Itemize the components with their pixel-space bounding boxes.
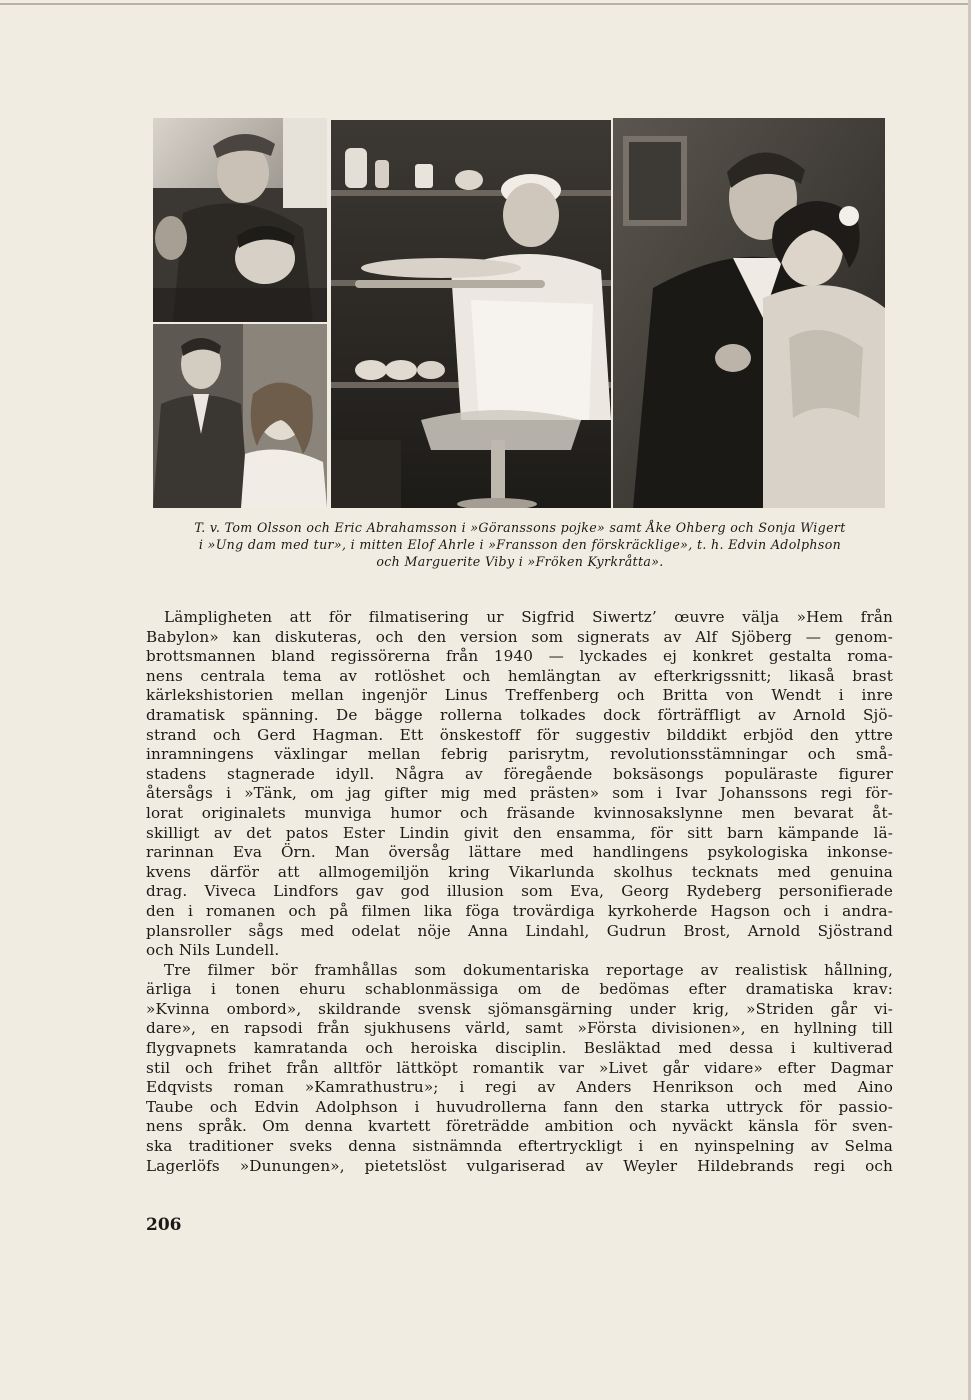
text-line: dare», en rapsodi från sjukhusens värld, samt »Första divisionen», en hyllning till bbox=[146, 1019, 893, 1038]
paragraph-1 bbox=[146, 608, 893, 961]
page-number: 206 bbox=[146, 1215, 182, 1235]
text-line: nens centrala tema av rotlöshet och hemlängtan av efterkrigssnitt; likaså brast bbox=[146, 666, 893, 685]
text-line: kärlekshistorien mellan ingenjör Linus Treffenberg och Britta von Wendt i inre bbox=[146, 686, 893, 705]
photo-goranssons-pojke-image bbox=[153, 118, 327, 322]
text-line: Edqvists roman »Kamrathustru»; i regi av Anders Henrikson och med Aino bbox=[146, 1078, 893, 1097]
text-line: inramningens växlingar mellan febrig parisrytm, revolutionsstämningar och små- bbox=[146, 745, 893, 764]
photo-fransson-image bbox=[331, 120, 611, 508]
text-line: kvens därför att allmogemiljön kring Vikarlunda skolhus tecknats med genuina bbox=[146, 862, 893, 881]
text-line: stil och frihet från alltför lättköpt romantik var »Livet går vidare» efter Dagmar bbox=[146, 1058, 893, 1077]
text-line: skilligt av det patos Ester Lindin givit den ensamma, för sitt barn kämpande lä- bbox=[146, 823, 893, 842]
text-line: lorat originalets munviga humor och fräsande kvinnosakslynne men bevarat åt- bbox=[146, 803, 893, 822]
paragraph-2 bbox=[146, 961, 893, 1177]
caption-line: i »Ung dam med tur», i mitten Elof Ahrle i »Fransson den förskräcklige», t. h. Edvin Adolphson bbox=[198, 537, 842, 552]
text-line: Tre filmer bör framhållas som dokumentariska reportage av realistisk hållning, bbox=[164, 960, 893, 979]
text-line: »Kvinna ombord», skildrande svensk sjömansgärning under krig, »Striden går vi- bbox=[146, 999, 893, 1018]
article-body bbox=[146, 608, 893, 1176]
caption-line: T. v. Tom Olsson och Eric Abrahamsson i »Göranssons pojke» samt Åke Ohberg och Sonja Wigert bbox=[194, 520, 846, 535]
text-line: ärliga i tonen ehuru schablonmässiga om de bedömas efter dramatiska krav: bbox=[146, 980, 893, 999]
photo-froken-kyrkratta bbox=[613, 118, 885, 508]
caption-line: och Marguerite Viby i »Fröken Kyrkråtta». bbox=[376, 554, 664, 569]
text-line: dramatisk spänning. De bägge rollerna tolkades dock förträffligt av Arnold Sjö- bbox=[146, 705, 893, 724]
text-line: återsågs i »Tänk, om jag gifter mig med prästen» som i Ivar Johanssons regi för- bbox=[146, 784, 893, 803]
text-line: Lämpligheten att för filmatisering ur Sigfrid Siwertz’ œuvre välja »Hem från bbox=[164, 608, 893, 626]
text-line: nens språk. Om denna kvartett företrädde ambition och nyväckt känsla för sven- bbox=[146, 1117, 893, 1136]
text-line: den i romanen och på filmen lika föga trovärdiga kyrkoherde Hagson och i andra- bbox=[146, 901, 893, 920]
text-line: Babylon» kan diskuteras, och den version som signerats av Alf Sjöberg — genom- bbox=[146, 627, 893, 646]
photo-caption bbox=[150, 519, 890, 570]
text-line: stadens stagnerade idyll. Några av föregående boksäsongs populäraste figurer bbox=[146, 764, 893, 783]
text-line: drag. Viveca Lindfors gav god illusion som Eva, Georg Rydeberg personifierade bbox=[146, 882, 893, 901]
text-line: rarinnan Eva Örn. Man översåg lättare med handlingens psykologiska inkonse- bbox=[146, 843, 893, 862]
photo-goranssons-pojke bbox=[153, 118, 327, 322]
photo-collage bbox=[153, 118, 885, 508]
text-line: ska traditioner sveks denna sistnämnda eftertryckligt i en nyinspelning av Selma bbox=[146, 1137, 893, 1156]
text-line: plansroller sågs med odelat nöje Anna Lindahl, Gudrun Brost, Arnold Sjöstrand bbox=[146, 921, 893, 940]
text-line: strand och Gerd Hagman. Ett önskestoff för suggestiv bilddikt erbjöd den yttre bbox=[146, 725, 893, 744]
photo-fransson-den-forskrackelige bbox=[331, 120, 611, 508]
text-line: och Nils Lundell. bbox=[146, 941, 280, 960]
text-line: Lagerlöfs »Dunungen», pietetslöst vulgariserad av Weyler Hildebrands regi och bbox=[146, 1156, 893, 1175]
photo-ung-dam-med-tur bbox=[153, 324, 327, 508]
text-line: flygvapnets kamratanda och heroiska disciplin. Besläktad med dessa i kultiverad bbox=[146, 1039, 893, 1058]
text-line: brottsmannen bland regissörerna från 1940 — lyckades ej konkret gestalta roma- bbox=[146, 647, 893, 666]
page-top-edge bbox=[0, 3, 971, 5]
photo-ung-dam-med-tur-image bbox=[153, 324, 327, 508]
text-line: Taube och Edvin Adolphson i huvudrollerna fann den starka uttryck för passio- bbox=[146, 1097, 893, 1116]
photo-froken-kyrkratta-image bbox=[613, 118, 885, 508]
